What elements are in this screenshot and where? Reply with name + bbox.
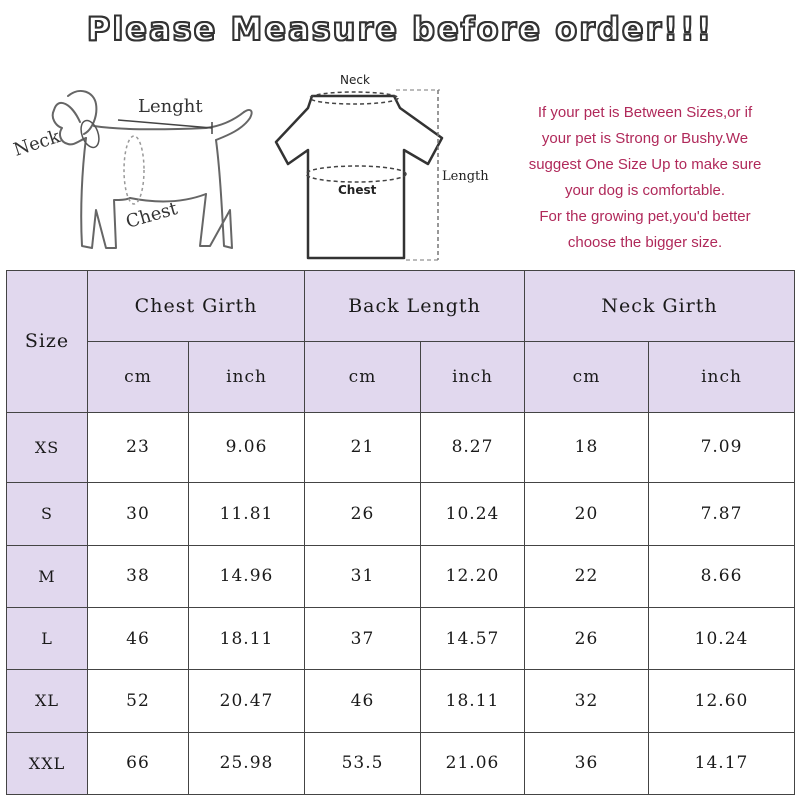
table-cell: 30 bbox=[88, 483, 189, 545]
table-cell: 20 bbox=[525, 483, 649, 545]
neck-girth-header: Neck Girth bbox=[525, 271, 795, 342]
table-row bbox=[7, 607, 795, 669]
table-cell: 14.57 bbox=[421, 607, 525, 669]
table-cell: 12.20 bbox=[421, 545, 525, 607]
dog-neck-label: Neck bbox=[11, 126, 63, 161]
table-cell: 9.06 bbox=[189, 412, 305, 482]
shirt-neck-label: Neck bbox=[340, 73, 370, 87]
size-label: XXL bbox=[7, 732, 88, 794]
table-cell: 20.47 bbox=[189, 670, 305, 732]
table-cell: 25.98 bbox=[189, 732, 305, 794]
table-cell: 8.27 bbox=[421, 412, 525, 482]
dog-length-label: Lenght bbox=[138, 96, 203, 117]
table-cell: 7.09 bbox=[649, 412, 795, 482]
shirt-measurement-diagram bbox=[272, 68, 492, 268]
table-row bbox=[7, 732, 795, 794]
unit-header: cm bbox=[305, 342, 421, 412]
table-cell: 21 bbox=[305, 412, 421, 482]
table-header-row bbox=[7, 271, 795, 342]
shirt-length-label: Length bbox=[442, 169, 489, 184]
dog-chest-ring bbox=[124, 136, 144, 204]
advice-line: suggest One Size Up to make sure bbox=[528, 156, 762, 173]
size-label: XS bbox=[7, 412, 88, 482]
table-cell: 37 bbox=[305, 607, 421, 669]
shirt-chest-label: Chest bbox=[338, 183, 377, 197]
dog-measurement-diagram bbox=[10, 70, 260, 270]
sizing-advice bbox=[500, 100, 790, 256]
unit-header: cm bbox=[525, 342, 649, 412]
size-label: S bbox=[7, 483, 88, 545]
table-cell: 53.5 bbox=[305, 732, 421, 794]
table-row bbox=[7, 670, 795, 732]
unit-header: inch bbox=[189, 342, 305, 412]
table-cell: 14.96 bbox=[189, 545, 305, 607]
size-label: M bbox=[7, 545, 88, 607]
page-title: Please Measure before order!!! bbox=[86, 10, 714, 48]
table-cell: 46 bbox=[305, 670, 421, 732]
table-cell: 31 bbox=[305, 545, 421, 607]
table-cell: 52 bbox=[88, 670, 189, 732]
size-label: L bbox=[7, 607, 88, 669]
table-cell: 38 bbox=[88, 545, 189, 607]
size-column-header: Size bbox=[7, 271, 88, 413]
unit-header: inch bbox=[421, 342, 525, 412]
table-cell: 26 bbox=[305, 483, 421, 545]
table-cell: 23 bbox=[88, 412, 189, 482]
advice-line: your pet is Strong or Bushy.We bbox=[541, 130, 749, 147]
shirt-chest-ring bbox=[306, 166, 406, 182]
shirt-neck-ring bbox=[310, 92, 398, 104]
table-row bbox=[7, 545, 795, 607]
dog-front-leg-outline bbox=[81, 138, 130, 248]
table-cell: 12.60 bbox=[649, 670, 795, 732]
table-cell: 46 bbox=[88, 607, 189, 669]
unit-header: cm bbox=[88, 342, 189, 412]
table-cell: 18.11 bbox=[189, 607, 305, 669]
table-cell: 18 bbox=[525, 412, 649, 482]
table-cell: 18.11 bbox=[421, 670, 525, 732]
unit-header: inch bbox=[649, 342, 795, 412]
table-cell: 10.24 bbox=[649, 607, 795, 669]
shirt-outline bbox=[276, 96, 442, 258]
advice-line: For the growing pet,you'd better bbox=[539, 208, 751, 225]
chest-girth-header: Chest Girth bbox=[88, 271, 305, 342]
table-row bbox=[7, 483, 795, 545]
back-length-header: Back Length bbox=[305, 271, 525, 342]
dog-ear-outline bbox=[68, 91, 96, 134]
table-cell: 32 bbox=[525, 670, 649, 732]
table-cell: 7.87 bbox=[649, 483, 795, 545]
table-cell: 14.17 bbox=[649, 732, 795, 794]
table-cell: 66 bbox=[88, 732, 189, 794]
table-cell: 8.66 bbox=[649, 545, 795, 607]
table-cell: 26 bbox=[525, 607, 649, 669]
dog-length-line bbox=[118, 120, 212, 128]
size-chart-table bbox=[6, 270, 795, 795]
table-unit-row bbox=[7, 342, 795, 412]
advice-line: your dog is comfortable. bbox=[564, 182, 726, 199]
table-cell: 10.24 bbox=[421, 483, 525, 545]
advice-line: If your pet is Between Sizes,or if bbox=[537, 104, 753, 121]
table-cell: 22 bbox=[525, 545, 649, 607]
table-cell: 21.06 bbox=[421, 732, 525, 794]
dog-neck-ring bbox=[78, 118, 103, 150]
table-cell: 11.81 bbox=[189, 483, 305, 545]
dog-chest-label: Chest bbox=[123, 198, 180, 233]
size-label: XL bbox=[7, 670, 88, 732]
advice-line: choose the bigger size. bbox=[567, 234, 723, 251]
table-row bbox=[7, 412, 795, 482]
table-cell: 36 bbox=[525, 732, 649, 794]
